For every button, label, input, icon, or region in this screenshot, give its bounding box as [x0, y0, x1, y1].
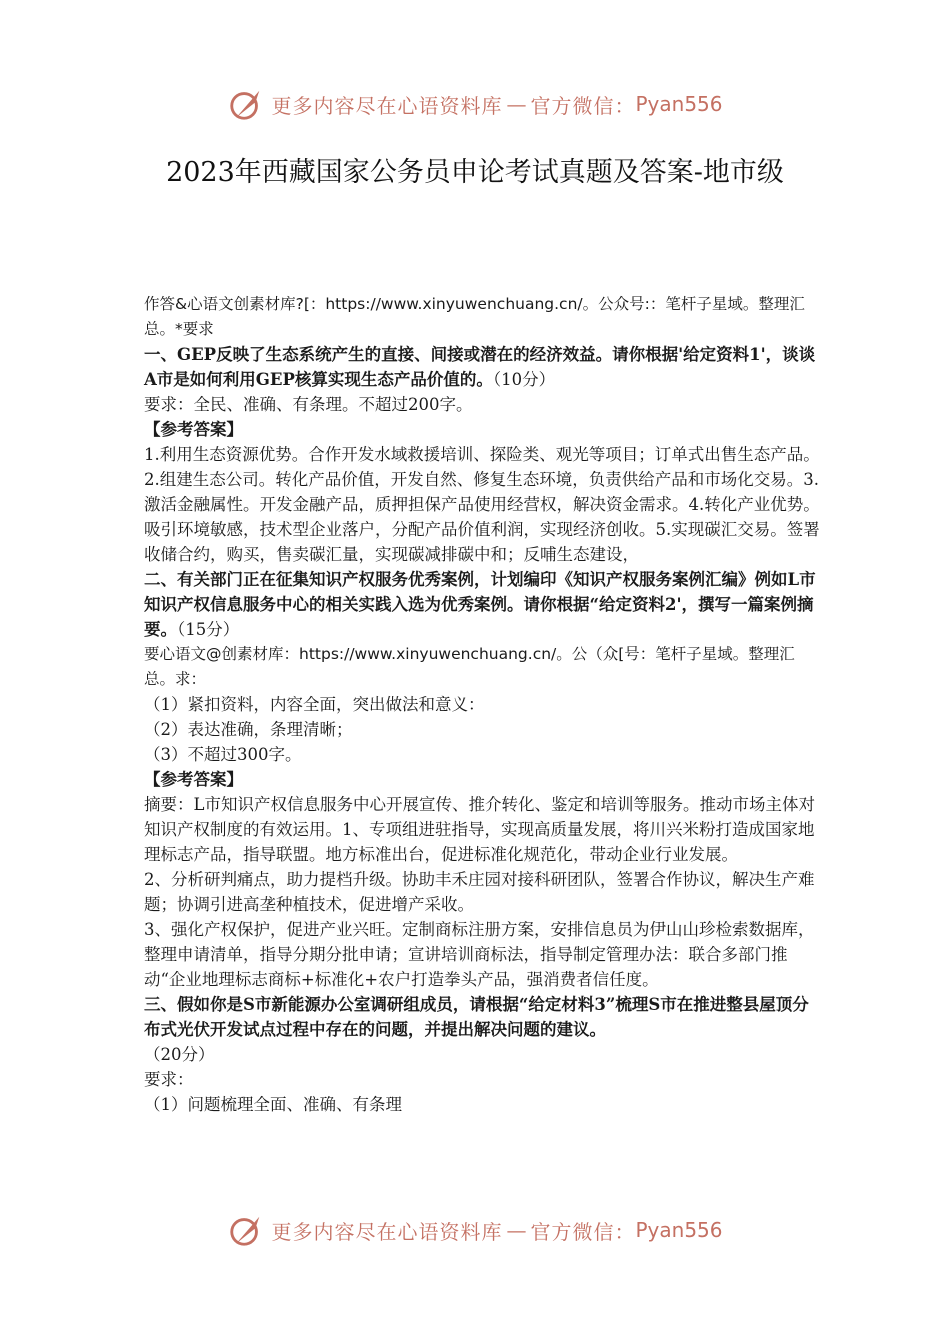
intro-text: 作答&心语文创素材库?[：https://www.xinyuwenchuang.cn/。公众号:：笔杆子星域。整理汇总。*要求	[144, 295, 805, 338]
answer-1-label: 【参考答案】	[144, 420, 243, 439]
question-2-requirement-3: （3）不超过300字。	[144, 745, 302, 764]
question-2-watermark: 要心语文@创素材库：https://www.xinyuwenchuang.cn/。公（众[号：笔杆子星域。整理汇总。求：	[144, 645, 795, 688]
banner-wechat-id: Pyan556	[635, 92, 723, 116]
question-2-score: （15分）	[177, 620, 240, 639]
banner-official: 官方微信：	[530, 1219, 636, 1244]
question-1-text: 一、GEP反映了生态系统产生的直接、间接或潜在的经济效益。请你根据'给定资料1'，谈谈A市是如何利用GEP核算实现生态产品价值的。	[144, 345, 816, 389]
header-banner	[0, 82, 950, 126]
question-3-text: 三、假如你是S市新能源办公室调研组成员，请根据“给定材料3”梳理S市在推进整县屋顶分布式光伏开发试点过程中存在的问题，并提出解决问题的建议。	[144, 995, 809, 1039]
document-body	[144, 292, 824, 1117]
page-title: 2023年西藏国家公务员申论考试真题及答案-地市级	[166, 157, 784, 188]
banner-text: 更多内容尽在心语资料库	[271, 93, 503, 118]
banner-official: 官方微信：	[530, 93, 636, 118]
footer-banner	[0, 1208, 950, 1252]
banner-wechat-id: Pyan556	[635, 1218, 723, 1242]
question-2-requirement-1: （1）紧扣资料，内容全面，突出做法和意义：	[144, 695, 485, 714]
quill-logo-icon	[227, 1211, 265, 1249]
answer-1-text: 1.利用生态资源优势。合作开发水域救援培训、探险类、观光等项目；订单式出售生态产品。2.组建生态公司。转化产品价值，开发自然、修复生态环境，负责供给产品和市场化交易。3.激活金融属性。开发金融产品，质押担保产品使用经营权，解决资金需求。4.转化产业优势。吸引环境敏感，技术型企业落户，分配产品价值利润，实现经济创收。5.实现碳汇交易。签署收储合约，购买，售卖碳汇量，实现碳减排碳中和；反哺生态建设，	[144, 445, 820, 564]
question-2-text: 二、有关部门正在征集知识产权服务优秀案例，计划编印《知识产权服务案例汇编》例如L市知识产权信息服务中心的相关实践入选为优秀案例。请你根据“给定资料2'，撰写一篇案例摘要。	[144, 570, 816, 639]
banner-separator: —	[506, 1218, 527, 1242]
question-2-requirement-2: （2）表达准确，条理清晰；	[144, 720, 353, 739]
question-3-requirement-1: （1）问题梳理全面、准确、有条理	[144, 1095, 402, 1114]
question-1-requirement: 要求：全民、准确、有条理。不超过200字。	[144, 395, 473, 414]
answer-2-paragraph-2: 2、分析研判痛点，助力提档升级。协助丰禾庄园对接科研团队，签署合作协议，解决生产难题；协调引进高垄种植技术，促进增产采收。	[144, 870, 815, 914]
question-2	[144, 567, 824, 642]
answer-2-paragraph-3: 3、强化产权保护，促进产业兴旺。定制商标注册方案，安排信息员为伊山山珍检索数据库，整理申请清单，指导分期分批申请；宣讲培训商标法，指导制定管理办法：联合多部门推动“企业地理标志商标+标准化+农户打造拳头产品，强消费者信任度。	[144, 920, 815, 989]
answer-2-paragraph-1: 摘要：L市知识产权信息服务中心开展宣传、推介转化、鉴定和培训等服务。推动市场主体对知识产权制度的有效运用。1、专项组进驻指导，实现高质量发展，将川兴米粉打造成国家地理标志产品，指导联盟。地方标准出台，促进标准化规范化，带动企业行业发展。	[144, 795, 815, 864]
question-3-requirement-label: 要求：	[144, 1070, 194, 1089]
question-1	[144, 342, 824, 392]
quill-logo-icon	[227, 85, 265, 123]
answer-2-label: 【参考答案】	[144, 770, 243, 789]
question-3-score: （20分）	[144, 1045, 215, 1064]
banner-separator: —	[506, 92, 527, 116]
question-1-score: （10分）	[492, 370, 556, 389]
banner-text: 更多内容尽在心语资料库	[271, 1219, 503, 1244]
